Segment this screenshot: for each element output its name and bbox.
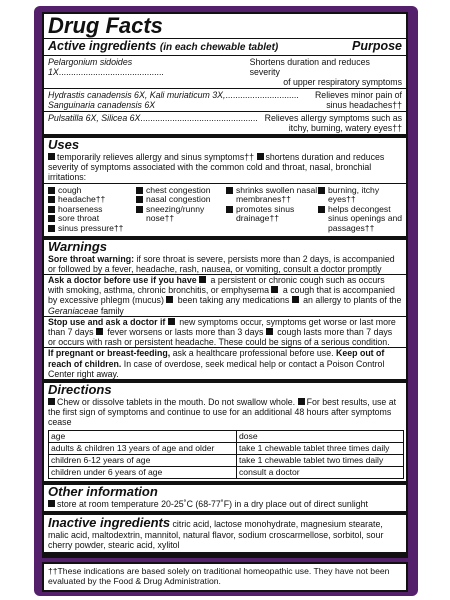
questions-heading bbox=[48, 556, 114, 558]
uses-col-2: chest congestion nasal congestion sneezing/runny nose†† bbox=[136, 186, 226, 234]
bullet-square-icon bbox=[136, 196, 143, 203]
sore-throat-warning: Sore throat warning: if sore throat is severe, persists more than 2 days, is accompanied or followed by a fever, headache, rash, nausea, or vomiting, consult a doctor promptly bbox=[48, 253, 395, 274]
bullet-square-icon bbox=[48, 225, 55, 232]
bullet-square-icon bbox=[226, 206, 233, 213]
inactive-ingredients: Inactive ingredients citric acid, lactose monohydrate, magnesium stearate, malic acid, maltodextrin, mannitol, natural flavor, sodium croscarmellose, sorbitol, sour cherry powder, stearic acid, xylitol bbox=[48, 514, 384, 551]
bullet-square-icon bbox=[318, 206, 325, 213]
uses-heading: Uses bbox=[48, 137, 80, 152]
other-info-text: store at room temperature 20-25˚C (68-77˚F) in a dry place out of direct sunlight bbox=[44, 499, 406, 509]
footnote: ††These indications are based solely on traditional homeopathic use. They have not been evaluated by the Food & Drug Administration. bbox=[42, 562, 408, 592]
table-row: children under 6 years of age consult a doctor bbox=[49, 466, 404, 478]
bullet-square-icon bbox=[298, 398, 305, 405]
uses-list bbox=[44, 183, 406, 236]
dosage-table bbox=[48, 430, 404, 479]
bullet-square-icon bbox=[226, 187, 233, 194]
bullet-square-icon bbox=[48, 153, 55, 160]
active-sub: (in each chewable tablet) bbox=[159, 42, 279, 53]
bullet-square-icon bbox=[48, 500, 55, 507]
drug-facts-panel bbox=[42, 12, 408, 558]
ask-doctor-warning: Ask a doctor before use if you have a persistent or chronic cough such as occurs with smoking, asthma, chronic bronchitis, or emphysema a cough that is accompanied by excessive phlegm (mucus) been taking any medications an allergy to plants of the Geraniaceae family bbox=[44, 274, 406, 316]
questions-row bbox=[44, 556, 406, 558]
bullet-square-icon bbox=[292, 296, 299, 303]
bullet-square-icon bbox=[266, 328, 273, 335]
pregnancy-warning: If pregnant or breast-feeding, ask a healthcare professional before use. Keep out of reach of children. In case of overdose, seek medical help or contact a Poison Control Center right away. bbox=[44, 347, 406, 379]
bullet-square-icon bbox=[168, 318, 175, 325]
bullet-square-icon bbox=[271, 286, 278, 293]
bullet-square-icon bbox=[48, 196, 55, 203]
bullet-square-icon bbox=[166, 296, 173, 303]
bullet-square-icon bbox=[48, 206, 55, 213]
bullet-square-icon bbox=[48, 215, 55, 222]
bullet-square-icon bbox=[48, 398, 55, 405]
bullet-square-icon bbox=[96, 328, 103, 335]
bullet-square-icon bbox=[318, 187, 325, 194]
bullet-square-icon bbox=[48, 187, 55, 194]
directions-text: Chew or dissolve tablets in the mouth. Do not swallow whole. For best results, use at the first sign of symptoms and continue to use for an additional 48 hours after symptoms cease bbox=[48, 397, 397, 428]
stop-use-warning: Stop use and ask a doctor if new symptoms occur, symptoms get worse or last more than 7 days fever worsens or lasts more than 3 days cough lasts more than 7 days or occurs with rash or persistent headache. These could be signs of a serious condition. bbox=[44, 316, 406, 348]
table-row: children 6-12 years of age take 1 chewable tablet two times daily bbox=[49, 454, 404, 466]
warnings-heading: Warnings bbox=[48, 238, 107, 254]
bullet-square-icon bbox=[257, 153, 264, 160]
other-info-heading: Other information bbox=[48, 483, 158, 499]
drug-facts-title: Drug Facts bbox=[44, 14, 406, 39]
table-row: age dose bbox=[49, 430, 404, 442]
uses-intro: temporarily relieves allergy and sinus symptoms†† shortens duration and reduces severity of symptoms associated with the common cold and throat, nasal, bronchial irritations: bbox=[48, 152, 385, 183]
purpose-heading: Purpose bbox=[351, 39, 402, 53]
ingredient-2: Hydrastis canadensis 6X, Kali muriaticum 3X,.............................. Relieves minor pain of Sanguinaria canadensis 6X sinus headaches†† bbox=[44, 88, 406, 111]
bullet-square-icon bbox=[136, 206, 143, 213]
bullet-square-icon bbox=[199, 276, 206, 283]
active-ingredients-header bbox=[44, 39, 406, 56]
uses-col-4: burning, itchy eyes†† helps decongest sinus openings and passages†† bbox=[318, 186, 408, 234]
directions-heading: Directions bbox=[48, 382, 112, 398]
ingredient-3: Pulsatilla 6X, Silicea 6X................................................ Relieves allergy symptoms such as itchy, burning, watery eyes†† bbox=[44, 111, 406, 134]
uses-col-3: shrinks swollen nasal membranes†† promotes sinus drainage†† bbox=[226, 186, 318, 234]
ingredient-1: Pelargonium sidoides 1X........................................... Shortens duration and reduces severity of upper respiratory symptoms bbox=[48, 57, 402, 87]
uses-col-1: cough headache†† hoarseness sore throat sinus pressure†† bbox=[48, 186, 136, 234]
table-row: adults & children 13 years of age and older take 1 chewable tablet three times daily bbox=[49, 442, 404, 454]
bullet-square-icon bbox=[136, 187, 143, 194]
active-heading: Active ingredients bbox=[48, 39, 157, 53]
